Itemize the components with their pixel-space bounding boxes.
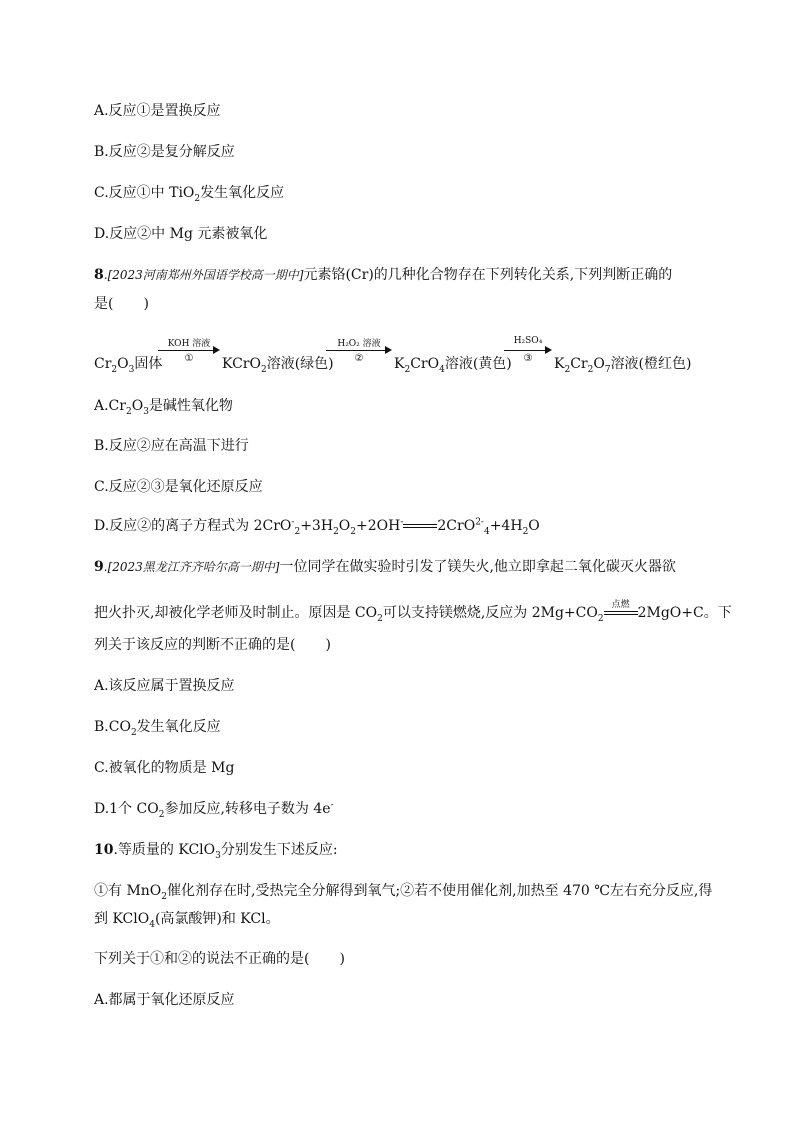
q7-option-b: B.反应②是复分解反应 [94, 144, 235, 160]
q7-option-a: A.反应①是置换反应 [94, 103, 221, 119]
q8-arrow-2: H₂O₂ 溶液 ② [326, 333, 392, 369]
q8-species-kcro2: KCrO$_2$溶液(绿色) [222, 356, 334, 375]
q10-option-a: A.都属于氧化还原反应 [94, 992, 235, 1008]
q8-arrow-3: H₂SO₄ ③ [504, 333, 552, 369]
q9-option-c: C.被氧化的物质是 Mg [94, 760, 235, 776]
q8-arrow-1: KOH 溶液 ① [158, 333, 220, 369]
q9-number: 9 [94, 559, 104, 575]
q8-option-d: D.反应②的离子方程式为 $2CrO^-_2+3H_2O_2+2OH^-$ $2CrO^{2-}_4+4H_2O$ [94, 517, 540, 537]
q7-option-d: D.反应②中 Mg 元素被氧化 [94, 226, 268, 242]
q8-stem-line2: 是( ) [94, 296, 149, 312]
q10-condition-line1: ①有 MnO$_2$催化剂存在时,受热完全分解得到氧气;②若不使用催化剂,加热至 470 ℃左右充分反应,得 [94, 883, 713, 902]
q8-species-k2cro4: $K_2CrO_4$溶液(黄色) [394, 356, 512, 375]
q8-number: 8 [94, 267, 104, 283]
q8-stem-line1: 8.[2023河南郑州外国语学校高一期中]元素铬(Cr)的几种化合物存在下列转化关系,下列判断正确的 [94, 267, 673, 283]
equals-sign-icon: 点燃 [604, 606, 638, 620]
q7-option-c: C.反应①中 TiO$_2$发生氧化反应 [94, 185, 285, 204]
q8-source: .[2023河南郑州外国语学校高一期中] [103, 268, 304, 282]
q10-stem: 10.等质量的 KClO$_3$分别发生下述反应: [94, 842, 338, 861]
q9-option-d: D.1个 $CO_2$参加反应,转移电子数为 4e- [94, 800, 334, 820]
q8-option-c: C.反应②③是氧化还原反应 [94, 479, 263, 495]
q8-species-k2cr2o7: $K_2Cr_2O_7$溶液(橙红色) [554, 356, 692, 375]
q10-question: 下列关于①和②的说法不正确的是( ) [94, 951, 345, 967]
q8-species-cr2o3: $Cr_2O_3$固体 [94, 356, 163, 375]
q9-source: .[2023黑龙江齐齐哈尔高一期中] [103, 560, 280, 574]
q9-stem-line2: 把火扑灭,却被化学老师及时制止。原因是 $CO_2$可以支持镁燃烧,反应为 $2Mg+CO_2$ 点燃 2MgO+C。下 [94, 600, 732, 624]
q10-condition-line2: 到 KClO$_4$(高氯酸钾)和 KCl。 [94, 911, 280, 930]
q9-option-a: A.该反应属于置换反应 [94, 678, 235, 694]
q10-number: 10 [94, 842, 114, 858]
q8-option-b: B.反应②应在高温下进行 [94, 438, 249, 454]
q9-stem-line1: 9.[2023黑龙江齐齐哈尔高一期中]一位同学在做实验时引发了镁失火,他立即拿起二氧化碳灭火器欲 [94, 559, 676, 575]
equals-sign-icon [403, 519, 437, 533]
q9-stem-line3: 列关于该反应的判断不正确的是( ) [94, 637, 331, 653]
q8-option-a: $A.Cr_2O_3$是碱性氧化物 [94, 398, 233, 417]
q8-reaction-scheme [94, 333, 734, 373]
q9-option-b: $B.CO_2$发生氧化反应 [94, 719, 221, 738]
